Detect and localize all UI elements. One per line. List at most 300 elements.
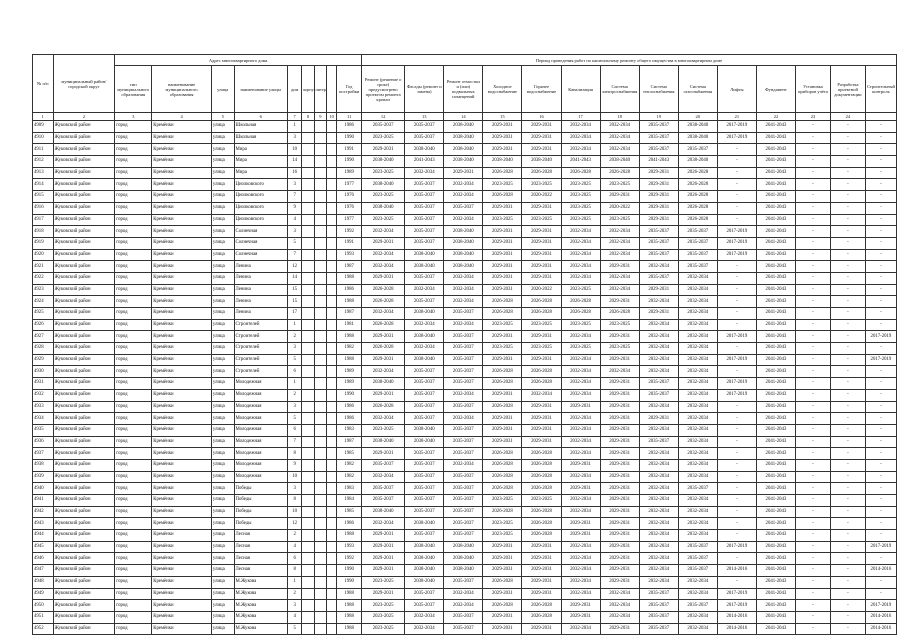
settlement-name-cell: Кремёнки bbox=[152, 401, 212, 413]
work-period-cell: 2026-2028 bbox=[483, 296, 522, 308]
korpus-cell bbox=[302, 144, 314, 156]
litera-cell bbox=[314, 553, 326, 565]
work-period-cell: 2029-2031 bbox=[561, 459, 600, 471]
work-period-cell: 2032-2034 bbox=[639, 553, 678, 565]
settlement-type-cell: город bbox=[115, 156, 152, 168]
work-period-cell: - bbox=[717, 576, 756, 588]
litera-cell bbox=[314, 378, 326, 390]
work-period-cell: 2035-2037 bbox=[405, 226, 444, 238]
work-period-cell: 2029-2031 bbox=[522, 121, 561, 133]
litera-cell bbox=[314, 389, 326, 401]
work-period-cell: 2026-2028 bbox=[483, 167, 522, 179]
year-built-cell: 1982 bbox=[337, 343, 362, 355]
work-period-cell: 2029-2031 bbox=[362, 144, 405, 156]
municipality-cell: Жуковский район bbox=[53, 179, 115, 191]
work-period-cell: 2026-2028 bbox=[561, 308, 600, 320]
work-period-cell: - bbox=[795, 436, 830, 448]
work-period-cell: 2026-2028 bbox=[483, 366, 522, 378]
work-period-cell: - bbox=[830, 366, 865, 378]
work-period-cell: - bbox=[717, 179, 756, 191]
work-period-cell: - bbox=[717, 308, 756, 320]
settlement-name-cell: Кремёнки bbox=[152, 413, 212, 425]
work-period-cell: - bbox=[865, 483, 896, 495]
column-number: 1 bbox=[33, 113, 54, 121]
work-period-cell: 2032-2034 bbox=[678, 343, 717, 355]
work-period-cell: 2032-2034 bbox=[600, 121, 639, 133]
street-type-cell: улица bbox=[211, 226, 234, 238]
settlement-name-cell: Кремёнки bbox=[152, 471, 212, 483]
work-period-cell: - bbox=[830, 354, 865, 366]
work-period-cell: 2014-2016 bbox=[717, 611, 756, 623]
municipality-cell: Жуковский район bbox=[53, 319, 115, 331]
year-built-cell: 1992 bbox=[337, 226, 362, 238]
table-row bbox=[33, 331, 897, 343]
work-period-cell: - bbox=[795, 401, 830, 413]
work-period-cell: 2035-2037 bbox=[678, 565, 717, 577]
work-period-cell: - bbox=[830, 471, 865, 483]
settlement-name-cell: Кремёнки bbox=[152, 179, 212, 191]
work-period-cell: 2035-2037 bbox=[444, 483, 483, 495]
work-period-cell: 2032-2034 bbox=[639, 261, 678, 273]
settlement-type-cell: город bbox=[115, 144, 152, 156]
work-period-cell: 2041-2043 bbox=[756, 576, 795, 588]
korpus-cell bbox=[302, 448, 314, 460]
work-period-cell: 2032-2034 bbox=[600, 600, 639, 612]
blank-cell bbox=[327, 343, 337, 355]
table-row bbox=[33, 179, 897, 191]
work-period-cell: 2029-2031 bbox=[483, 261, 522, 273]
work-period-cell: - bbox=[830, 424, 865, 436]
work-period-cell: 2029-2031 bbox=[522, 132, 561, 144]
work-period-cell: 2035-2037 bbox=[444, 506, 483, 518]
work-period-cell: 2017-2019 bbox=[717, 331, 756, 343]
year-built-cell: 1984 bbox=[337, 495, 362, 507]
work-period-cell: - bbox=[830, 249, 865, 261]
work-period-cell: 2029-2031 bbox=[483, 202, 522, 214]
settlement-name-cell: Кремёнки bbox=[152, 611, 212, 623]
korpus-cell bbox=[302, 284, 314, 296]
col-head-foundation: Ремонт отмостки и (или) подвальных помещений bbox=[444, 66, 483, 113]
work-period-cell: 2035-2037 bbox=[639, 436, 678, 448]
street-type-cell: улица bbox=[211, 401, 234, 413]
litera-cell bbox=[314, 506, 326, 518]
year-built-cell: 1977 bbox=[337, 179, 362, 191]
work-period-cell: 2029-2031 bbox=[362, 354, 405, 366]
street-type-cell: улица bbox=[211, 202, 234, 214]
row-number: 4932 bbox=[33, 389, 54, 401]
table-row bbox=[33, 413, 897, 425]
litera-cell bbox=[314, 611, 326, 623]
korpus-cell bbox=[302, 401, 314, 413]
column-number: 6 bbox=[234, 113, 287, 121]
work-period-cell: 2038-2040 bbox=[405, 541, 444, 553]
work-period-cell: - bbox=[795, 506, 830, 518]
work-period-cell: 2041-2043 bbox=[756, 343, 795, 355]
work-period-cell: 2041-2043 bbox=[756, 378, 795, 390]
col-head-year: Год постройки bbox=[337, 66, 362, 113]
work-period-cell: 2038-2040 bbox=[405, 565, 444, 577]
korpus-cell bbox=[302, 518, 314, 530]
settlement-name-cell: Кремёнки bbox=[152, 167, 212, 179]
korpus-cell bbox=[302, 202, 314, 214]
work-period-cell: - bbox=[865, 343, 896, 355]
litera-cell bbox=[314, 284, 326, 296]
work-period-cell: 2032-2034 bbox=[678, 611, 717, 623]
litera-cell bbox=[314, 272, 326, 284]
col-head-settlement-name: наименование муниципального образования bbox=[152, 66, 212, 113]
work-period-cell: - bbox=[865, 237, 896, 249]
work-period-cell: 2032-2034 bbox=[561, 378, 600, 390]
litera-cell bbox=[314, 249, 326, 261]
settlement-type-cell: город bbox=[115, 553, 152, 565]
column-number: 19 bbox=[639, 113, 678, 121]
street-type-cell: улица bbox=[211, 191, 234, 203]
row-number: 4948 bbox=[33, 576, 54, 588]
settlement-name-cell: Кремёнки bbox=[152, 343, 212, 355]
row-number: 4951 bbox=[33, 611, 54, 623]
work-period-cell: 2032-2034 bbox=[600, 611, 639, 623]
year-built-cell: 1977 bbox=[337, 214, 362, 226]
work-period-cell: 2032-2034 bbox=[561, 623, 600, 635]
work-period-cell: 2035-2037 bbox=[405, 237, 444, 249]
work-period-cell: - bbox=[865, 401, 896, 413]
work-period-cell: 2026-2028 bbox=[362, 284, 405, 296]
work-period-cell: - bbox=[795, 144, 830, 156]
work-period-cell: 2017-2019 bbox=[865, 354, 896, 366]
korpus-cell bbox=[302, 389, 314, 401]
work-period-cell: 2032-2034 bbox=[561, 448, 600, 460]
row-number: 4950 bbox=[33, 600, 54, 612]
street-type-cell: улица bbox=[211, 319, 234, 331]
settlement-type-cell: город bbox=[115, 623, 152, 635]
year-built-cell: 1986 bbox=[337, 121, 362, 133]
column-number: 20 bbox=[678, 113, 717, 121]
work-period-cell: - bbox=[795, 459, 830, 471]
work-period-cell: 2041-2043 bbox=[756, 272, 795, 284]
settlement-type-cell: город bbox=[115, 530, 152, 542]
work-period-cell: 2023-2025 bbox=[362, 623, 405, 635]
work-period-cell: 2029-2031 bbox=[600, 413, 639, 425]
litera-cell bbox=[314, 144, 326, 156]
work-period-cell: 2032-2034 bbox=[444, 319, 483, 331]
work-period-cell: 2029-2031 bbox=[561, 483, 600, 495]
work-period-cell: 2023-2025 bbox=[362, 576, 405, 588]
street-name-cell: Ленина bbox=[234, 308, 287, 320]
work-period-cell: 2026-2028 bbox=[600, 308, 639, 320]
work-period-cell: 2035-2037 bbox=[678, 553, 717, 565]
work-period-cell: 2038-2040 bbox=[444, 541, 483, 553]
work-period-cell: 2026-2028 bbox=[522, 308, 561, 320]
work-period-cell: 2029-2031 bbox=[561, 611, 600, 623]
work-period-cell: 2026-2028 bbox=[483, 506, 522, 518]
work-period-cell: - bbox=[795, 237, 830, 249]
work-period-cell: 2041-2043 bbox=[756, 354, 795, 366]
work-period-cell: - bbox=[717, 448, 756, 460]
work-period-cell: - bbox=[830, 448, 865, 460]
house-cell: 4 bbox=[287, 611, 301, 623]
work-period-cell: - bbox=[795, 343, 830, 355]
table-row bbox=[33, 156, 897, 168]
year-built-cell: 1989 bbox=[337, 366, 362, 378]
street-type-cell: улица bbox=[211, 389, 234, 401]
street-name-cell: Победы bbox=[234, 495, 287, 507]
house-cell: 7 bbox=[287, 191, 301, 203]
work-period-cell: 2032-2034 bbox=[678, 424, 717, 436]
table-row bbox=[33, 518, 897, 530]
work-period-cell: 2038-2040 bbox=[405, 576, 444, 588]
work-period-cell: 2032-2034 bbox=[639, 506, 678, 518]
work-period-cell: - bbox=[830, 132, 865, 144]
work-period-cell: 2026-2028 bbox=[522, 530, 561, 542]
work-period-cell: 2032-2034 bbox=[561, 495, 600, 507]
work-period-cell: - bbox=[830, 611, 865, 623]
street-type-cell: улица bbox=[211, 424, 234, 436]
settlement-name-cell: Кремёнки bbox=[152, 459, 212, 471]
work-period-cell: 2026-2028 bbox=[678, 167, 717, 179]
street-name-cell: Лесная bbox=[234, 553, 287, 565]
work-period-cell: 2041-2043 bbox=[756, 179, 795, 191]
work-period-cell: - bbox=[830, 600, 865, 612]
work-period-cell: 2032-2034 bbox=[561, 424, 600, 436]
work-period-cell: 2032-2034 bbox=[678, 354, 717, 366]
work-period-cell: - bbox=[830, 296, 865, 308]
work-period-cell: - bbox=[717, 272, 756, 284]
blank-cell bbox=[327, 553, 337, 565]
korpus-cell bbox=[302, 121, 314, 133]
work-period-cell: 2032-2034 bbox=[405, 319, 444, 331]
house-cell: 5 bbox=[287, 413, 301, 425]
work-period-cell: 2032-2034 bbox=[639, 448, 678, 460]
work-period-cell: 2029-2031 bbox=[483, 272, 522, 284]
work-period-cell: - bbox=[865, 261, 896, 273]
korpus-cell bbox=[302, 495, 314, 507]
column-number: 18 bbox=[600, 113, 639, 121]
work-period-cell: 2035-2037 bbox=[405, 600, 444, 612]
work-period-cell: 2041-2043 bbox=[756, 424, 795, 436]
street-type-cell: улица bbox=[211, 378, 234, 390]
settlement-name-cell: Кремёнки bbox=[152, 366, 212, 378]
street-name-cell: Молодежная bbox=[234, 471, 287, 483]
year-built-cell: 1983 bbox=[337, 483, 362, 495]
work-period-cell: 2032-2034 bbox=[678, 296, 717, 308]
work-period-cell: 2029-2031 bbox=[483, 611, 522, 623]
work-period-cell: - bbox=[865, 588, 896, 600]
work-period-cell: 2029-2031 bbox=[600, 424, 639, 436]
settlement-type-cell: город bbox=[115, 319, 152, 331]
korpus-cell bbox=[302, 530, 314, 542]
work-period-cell: 2041-2043 bbox=[756, 226, 795, 238]
litera-cell bbox=[314, 202, 326, 214]
table-row bbox=[33, 541, 897, 553]
work-period-cell: 2038-2040 bbox=[444, 121, 483, 133]
year-built-cell: 1993 bbox=[337, 541, 362, 553]
work-period-cell: - bbox=[717, 553, 756, 565]
work-period-cell: - bbox=[717, 495, 756, 507]
litera-cell bbox=[314, 366, 326, 378]
work-period-cell: 2035-2037 bbox=[639, 611, 678, 623]
house-cell: 3 bbox=[287, 343, 301, 355]
house-cell: 16 bbox=[287, 167, 301, 179]
litera-cell bbox=[314, 226, 326, 238]
work-period-cell: 2035-2037 bbox=[405, 296, 444, 308]
work-period-cell: - bbox=[830, 179, 865, 191]
settlement-type-cell: город bbox=[115, 167, 152, 179]
work-period-cell: 2029-2031 bbox=[362, 331, 405, 343]
work-period-cell: 2026-2028 bbox=[483, 471, 522, 483]
korpus-cell bbox=[302, 191, 314, 203]
work-period-cell: 2032-2034 bbox=[362, 308, 405, 320]
work-period-cell: 2041-2043 bbox=[756, 623, 795, 635]
column-number: 11 bbox=[337, 113, 362, 121]
korpus-cell bbox=[302, 296, 314, 308]
work-period-cell: 2029-2031 bbox=[639, 413, 678, 425]
settlement-name-cell: Кремёнки bbox=[152, 623, 212, 635]
year-built-cell: 1976 bbox=[337, 202, 362, 214]
work-period-cell: 2041-2043 bbox=[756, 588, 795, 600]
blank-cell bbox=[327, 202, 337, 214]
settlement-type-cell: город bbox=[115, 226, 152, 238]
work-period-cell: - bbox=[795, 226, 830, 238]
work-period-cell: 2026-2028 bbox=[522, 167, 561, 179]
blank-cell bbox=[327, 588, 337, 600]
work-period-cell: 2032-2034 bbox=[600, 226, 639, 238]
work-period-cell: 2029-2031 bbox=[522, 144, 561, 156]
column-number: 22 bbox=[756, 113, 795, 121]
work-period-cell: 2032-2034 bbox=[362, 261, 405, 273]
work-period-cell: 2032-2034 bbox=[362, 249, 405, 261]
work-period-cell: 2020-2022 bbox=[600, 202, 639, 214]
work-period-cell: - bbox=[830, 623, 865, 635]
work-period-cell: 2032-2034 bbox=[444, 588, 483, 600]
work-period-cell: - bbox=[795, 611, 830, 623]
col-head-municipality: муниципальный район/городской округ bbox=[53, 55, 115, 113]
work-period-cell: 2029-2031 bbox=[522, 588, 561, 600]
work-period-cell: 2023-2025 bbox=[522, 214, 561, 226]
work-period-cell: - bbox=[865, 459, 896, 471]
blank-cell bbox=[327, 600, 337, 612]
korpus-cell bbox=[302, 424, 314, 436]
work-period-cell: 2023-2025 bbox=[522, 179, 561, 191]
street-type-cell: улица bbox=[211, 576, 234, 588]
work-period-cell: 2041-2043 bbox=[639, 156, 678, 168]
work-period-cell: 2041-2043 bbox=[756, 483, 795, 495]
column-number: 13 bbox=[405, 113, 444, 121]
work-period-cell: 2026-2028 bbox=[362, 319, 405, 331]
year-built-cell: 1987 bbox=[337, 308, 362, 320]
work-period-cell: 2026-2028 bbox=[561, 167, 600, 179]
work-period-cell: 2032-2034 bbox=[561, 272, 600, 284]
work-period-cell: 2017-2019 bbox=[717, 378, 756, 390]
work-period-cell: 2035-2037 bbox=[405, 389, 444, 401]
work-period-cell: 2038-2040 bbox=[444, 261, 483, 273]
blank-cell bbox=[327, 366, 337, 378]
work-period-cell: 2035-2037 bbox=[444, 611, 483, 623]
work-period-cell: 2029-2031 bbox=[483, 424, 522, 436]
work-period-cell: - bbox=[830, 202, 865, 214]
litera-cell bbox=[314, 156, 326, 168]
settlement-type-cell: город bbox=[115, 214, 152, 226]
work-period-cell: 2029-2031 bbox=[600, 261, 639, 273]
work-period-cell: 2032-2034 bbox=[600, 366, 639, 378]
work-period-cell: 2023-2025 bbox=[522, 343, 561, 355]
litera-cell bbox=[314, 179, 326, 191]
work-period-cell: - bbox=[795, 483, 830, 495]
row-number: 4919 bbox=[33, 237, 54, 249]
work-period-cell: - bbox=[865, 378, 896, 390]
work-period-cell: 2035-2037 bbox=[639, 249, 678, 261]
column-number: 7 bbox=[287, 113, 301, 121]
settlement-name-cell: Кремёнки bbox=[152, 541, 212, 553]
blank-cell bbox=[327, 576, 337, 588]
year-built-cell: 1990 bbox=[337, 576, 362, 588]
work-period-cell: 2035-2037 bbox=[405, 179, 444, 191]
work-period-cell: 2023-2025 bbox=[600, 319, 639, 331]
year-built-cell: 1989 bbox=[337, 378, 362, 390]
street-name-cell: М.Жукова bbox=[234, 623, 287, 635]
work-period-cell: 2032-2034 bbox=[561, 553, 600, 565]
work-period-cell: 2017-2019 bbox=[865, 600, 896, 612]
work-period-cell: - bbox=[717, 284, 756, 296]
row-number: 4916 bbox=[33, 202, 54, 214]
municipality-cell: Жуковский район bbox=[53, 378, 115, 390]
street-type-cell: улица bbox=[211, 530, 234, 542]
work-period-cell: 2032-2034 bbox=[639, 495, 678, 507]
settlement-type-cell: город bbox=[115, 588, 152, 600]
blank-cell bbox=[327, 156, 337, 168]
work-period-cell: - bbox=[865, 436, 896, 448]
work-period-cell: 2032-2034 bbox=[639, 518, 678, 530]
work-period-cell: - bbox=[717, 366, 756, 378]
table-row bbox=[33, 272, 897, 284]
house-cell: 15 bbox=[287, 284, 301, 296]
work-period-cell: 2032-2034 bbox=[561, 576, 600, 588]
work-period-cell: 2023-2025 bbox=[483, 343, 522, 355]
year-built-cell: 1988 bbox=[337, 600, 362, 612]
work-period-cell: 2023-2025 bbox=[600, 214, 639, 226]
work-period-cell: 2014-2016 bbox=[865, 611, 896, 623]
work-period-cell: 2029-2031 bbox=[483, 553, 522, 565]
row-number: 4910 bbox=[33, 132, 54, 144]
col-head-sewerage: Канализация bbox=[561, 66, 600, 113]
work-period-cell: 2029-2031 bbox=[639, 179, 678, 191]
street-name-cell: Мира bbox=[234, 144, 287, 156]
work-period-cell: 2029-2031 bbox=[600, 401, 639, 413]
work-period-cell: 2032-2034 bbox=[639, 401, 678, 413]
column-number bbox=[865, 113, 896, 121]
house-cell: 9 bbox=[287, 459, 301, 471]
work-period-cell: 2032-2034 bbox=[561, 226, 600, 238]
work-period-cell: 2032-2034 bbox=[561, 366, 600, 378]
litera-cell bbox=[314, 424, 326, 436]
work-period-cell: 2038-2040 bbox=[405, 553, 444, 565]
work-period-cell: - bbox=[795, 296, 830, 308]
work-period-cell: 2032-2034 bbox=[561, 436, 600, 448]
house-cell: 2 bbox=[287, 389, 301, 401]
col-head-hot-water: Горячее водоснабжение bbox=[522, 66, 561, 113]
work-period-cell: 2032-2034 bbox=[444, 214, 483, 226]
settlement-name-cell: Кремёнки bbox=[152, 354, 212, 366]
row-number: 4937 bbox=[33, 448, 54, 460]
work-period-cell: 2032-2034 bbox=[405, 623, 444, 635]
year-built-cell: 1985 bbox=[337, 448, 362, 460]
settlement-type-cell: город bbox=[115, 249, 152, 261]
work-period-cell: 2029-2031 bbox=[600, 459, 639, 471]
settlement-name-cell: Кремёнки bbox=[152, 436, 212, 448]
settlement-type-cell: город bbox=[115, 506, 152, 518]
street-name-cell: Циолковского bbox=[234, 202, 287, 214]
work-period-cell: 2032-2034 bbox=[561, 588, 600, 600]
work-period-cell: - bbox=[717, 156, 756, 168]
